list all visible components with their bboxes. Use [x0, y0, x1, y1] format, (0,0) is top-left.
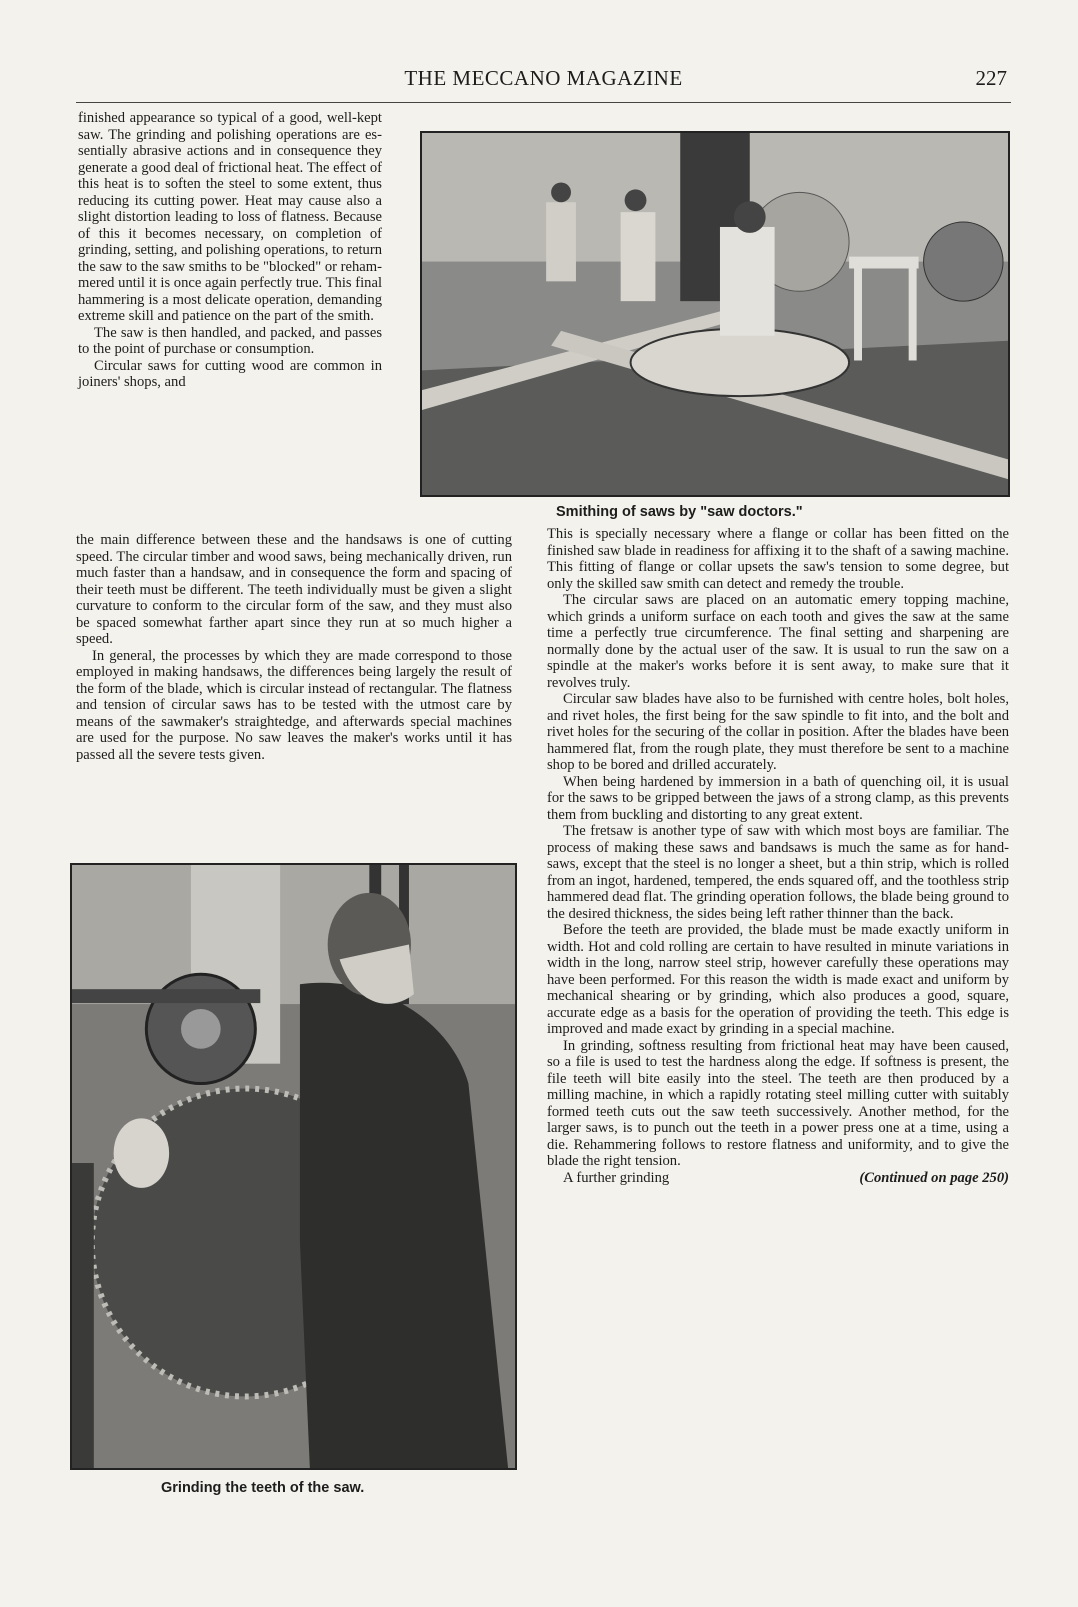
paragraph: In general, the processes by which they are made correspond to those employed in making handsaws, the differences being largely the result of the form of the blade, which is circular instead of rectangular. The flatness and tension of circular saws has to be tested with the utmost care by means of the sawmaker's straightedge, and afterwards special machines are used for the purpose. No saw leaves the maker's works until it has passed all the severe tests given.: [76, 647, 512, 763]
paragraph: In grinding, softness resulting from frictional heat may have been caused, so a file is used to test the hardness along the edge. If softness is present, the file teeth will bite easily into the steel. The teeth are then produced by a milling machine, in which a rapidly rotating steel milling cutter with suitably formed teeth cuts out the saw teeth successively. Another method, for the larger saws, is to punch out the teeth in a power press one at a time, using a die. Rehammering follows to restore flatness and uniformity, and to give the blade the right tension.: [547, 1037, 1009, 1169]
paragraph: finished appearance so typical of a good, well-kept saw. The grinding and polishing operations are essentially abrasive actions and in consequence they generate a good deal of frictional heat. The effect of this heat is to soften the steel to some extent, thus reducing its cutting power. Heat may cause also a slight distortion leading to loss of flatness. Because of this it becomes necessary, on completion of grinding, setting, and polishing operations, to return the saw to the saw smiths to be "blocked" or rehammered until it is once again perfectly true. This final hammering is a most delicate operation, demanding extreme skill and patience on the part of the smith.: [78, 110, 382, 324]
right-column: [547, 526, 1009, 1186]
paragraph: the main difference between these and the handsaws is one of cutting speed. The circular timber and wood saws, being mechanically driven, run much faster than a handsaw, and in consequence the form and spacing of their teeth must be different. The teeth individually must be given a slight curvature to conform to the circular form of the saw, and they must also be spaced somewhat farther apart since they run at so much higher a speed.: [76, 532, 512, 647]
left-column-wide: [76, 532, 512, 763]
grinding-photo-icon: [72, 865, 515, 1468]
paragraph: Circular saws for cutting wood are common in joiners' shops, and: [78, 357, 382, 390]
paragraph: When being hardened by immersion in a bath of quenching oil, it is usual for the saws to be gripped between the jaws of a strong clamp, as this prevents them from buckling and distorting to any great extent.: [547, 773, 1009, 823]
paragraph: The circular saws are placed on an automatic emery topping machine, which grinds a uniform surface on each tooth and gives the saw at the same time a perfectly true circumference. The final setting and sharpening are normally done by the actual user of the saw. It is usual to run the saw on a spindle at the maker's works before it is sent away, to make sure that it revolves truly.: [547, 592, 1009, 691]
photo-saw-doctors: [420, 131, 1010, 497]
paragraph: This is specially necessary where a flange or collar has been fitted on the finished saw blade in readiness for affixing it to the shaft of a sawing machine. This fitting of flange or collar upsets the saw's tension to some degree, but only the skilled saw smith can detect and remedy the trouble.: [547, 526, 1009, 592]
paragraph: The saw is then handled, and packed, and passes to the point of purchase or consumption.: [78, 324, 382, 357]
paragraph: Circular saw blades have also to be furnished with centre holes, bolt holes, and rivet holes, the first being for the saw spindle to fit into, and the bolt and rivet holes for the securing of the collar in position. After the blades have been hammered flat, from the rough plate, they must therefore be sent to a machine shop to be bored and drilled accurately.: [547, 691, 1009, 773]
caption-bottom-figure: Grinding the teeth of the saw.: [161, 1480, 365, 1496]
paragraph: The fretsaw is another type of saw with which most boys are familiar. The process of making these saws and bandsaws is much the same as for handsaws, except that the steel is no longer a sheet, but a thin strip, which is rolled from an ingot, hardened, tempered, the ends squared off, and the toothless strip hammered dead flat. The grinding operation follows, the blade being ground to the desired thickness, the sides being left rather thinner than the back.: [547, 823, 1009, 922]
paragraph: Before the teeth are provided, the blade must be made exactly uniform in width. Hot and cold rolling are certain to have resulted in minute variations in width in the long, narrow steel strip, however carefully these operations may have been performed. For this reason the width is made exact and uniform by mechanical shearing or by grinding, which also produces a good, square, accurate edge as a basis for the operation of providing the teeth. This edge is improved and made exact by grinding in a special machine.: [547, 922, 1009, 1037]
workshop-photo-icon: [422, 133, 1008, 495]
photo-grinding-teeth: [70, 863, 517, 1470]
magazine-title: THE MECCANO MAGAZINE: [404, 66, 683, 90]
page-number: 227: [975, 66, 1007, 90]
caption-top-figure: Smithing of saws by "saw doctors.": [556, 504, 803, 520]
left-column-top: [78, 110, 382, 391]
continued-note: (Continued on page 250): [859, 1169, 1009, 1186]
final-line-text: A further grinding: [563, 1169, 670, 1186]
final-line: [547, 1170, 1009, 1187]
page-header: [76, 62, 1011, 103]
